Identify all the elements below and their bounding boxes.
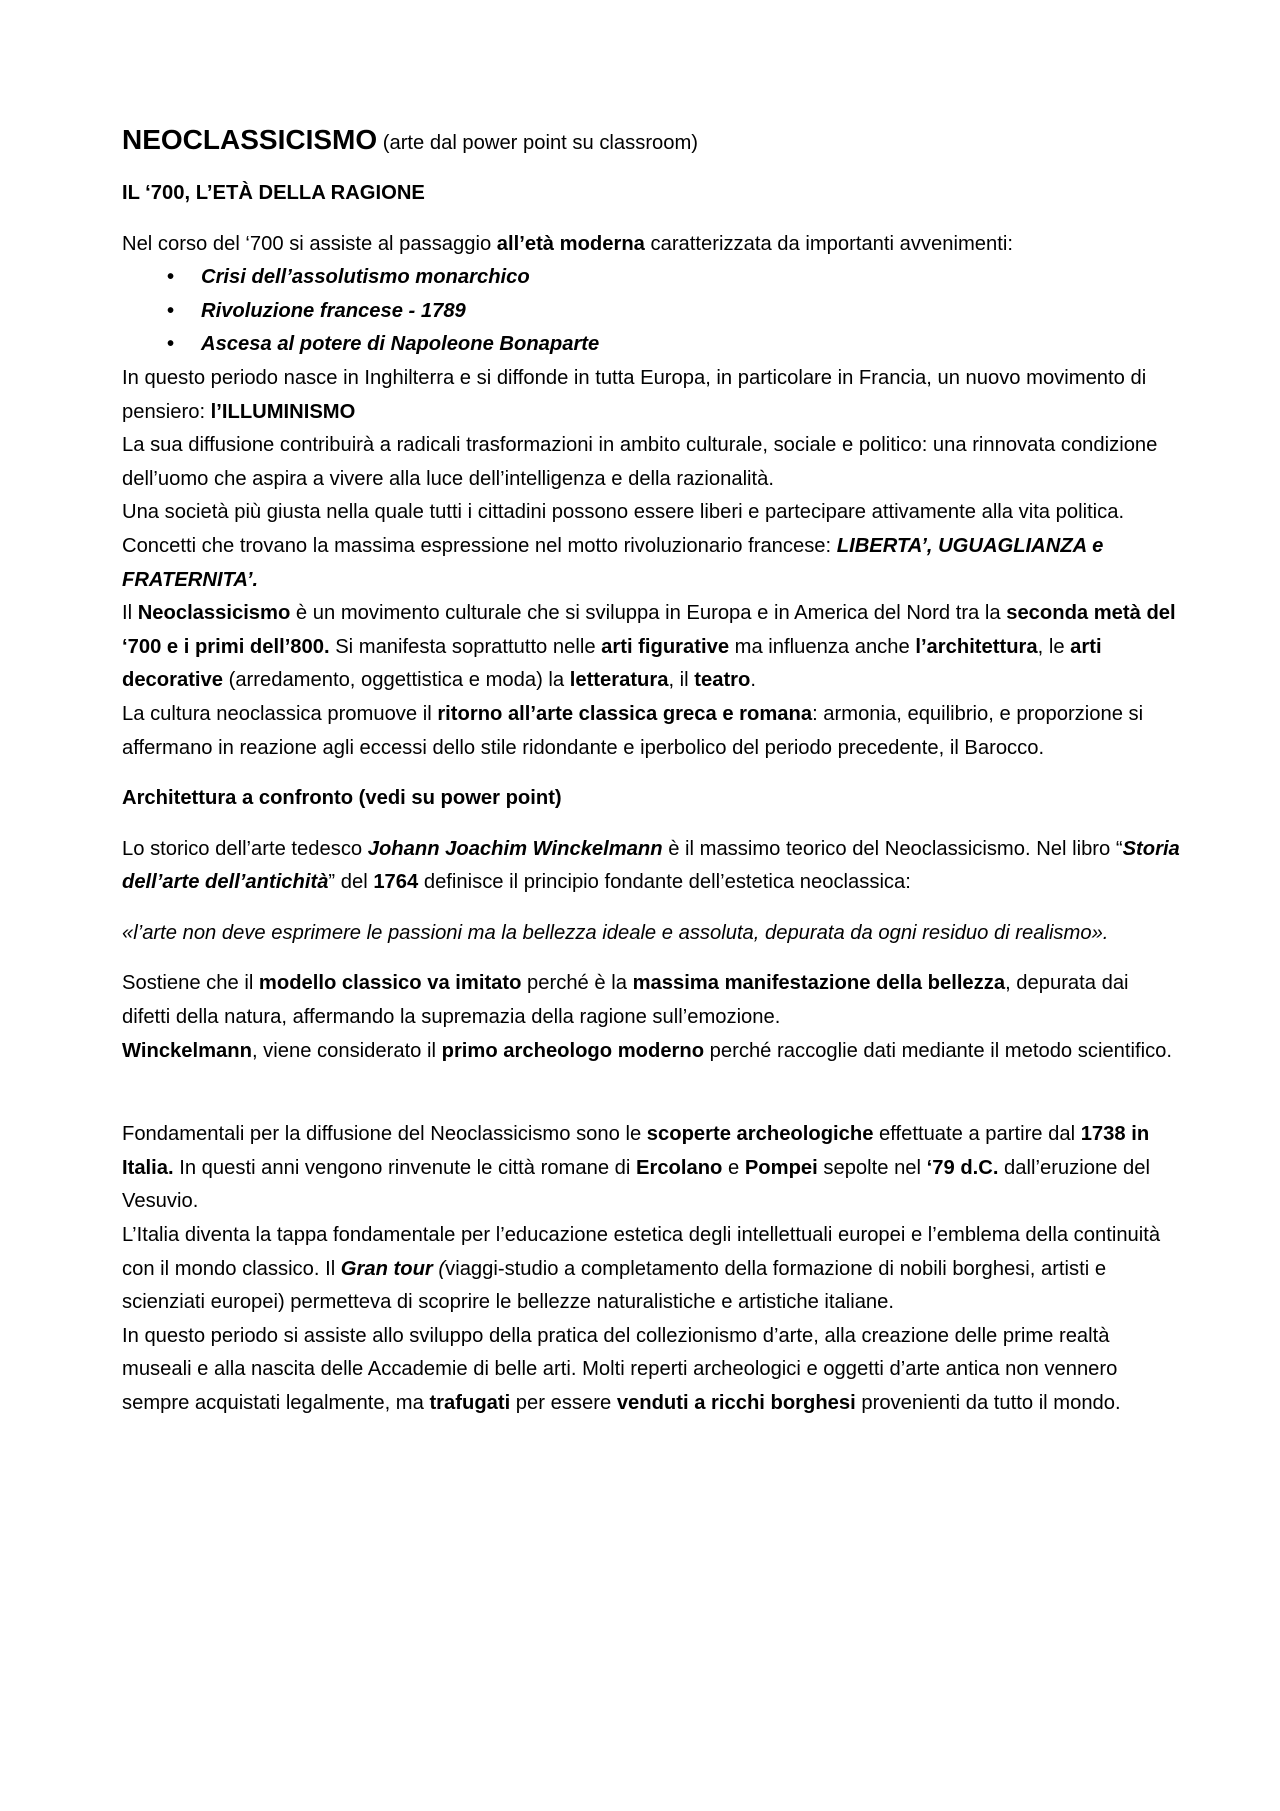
list-item: • Crisi dell’assolutismo monarchico [167,261,1182,295]
paragraph-diffusion: La sua diffusione contribuirà a radicali trasformazioni in ambito culturale, sociale e politico: una rinnovata condizione dell’uomo che aspira a vivere alla luce dell’intelligenza e della razionalità. [122,434,1158,490]
paragraph-society: Una società più giusta nella quale tutti i cittadini possono essere liberi e partecipare attivamente alla vita politica. [122,501,1125,524]
section-heading-architecture: Architettura a confronto (vedi su power point) [122,787,562,810]
events-list [122,261,1182,362]
title-subtitle: (arte dal power point su classroom) [382,132,699,154]
title-main: NEOCLASSICISMO [122,124,378,155]
bullet-icon: • [167,299,175,322]
list-item: • Rivoluzione francese - 1789 [167,295,1182,329]
paragraph-discoveries: Fondamentali per la diffusione del Neoclassicismo sono le scoperte archeologiche effettuate a partire dal 1738 in Italia. In questi anni vengono rinvenute le città romane di Ercolano e Pompei sepolte nel ‘79 d.C. dall’eruzione del Vesuvio. [122,1123,1150,1213]
paragraph-winckelmann: Lo storico dell’arte tedesco Johann Joachim Winckelmann è il massimo teorico del Neoclassicismo. Nel libro “Storia dell’arte dell’antichità” del 1764 definisce il principio fondante dell’estetica neoclassica: [122,837,1180,894]
paragraph-neoclassicism: Il Neoclassicismo è un movimento culturale che si sviluppa in Europa e in America del Nord tra la seconda metà del ‘700 e i primi dell’800. Si manifesta soprattutto nelle arti figurative ma influenza anche l’architettura, le arti decorative (arredamento, oggettistica e moda) la letteratura, il teatro. [122,602,1176,692]
paragraph-collecting: In questo periodo si assiste allo sviluppo della pratica del collezionismo d’arte, alla creazione delle prime realtà museali e alla nascita delle Accademie di belle arti. Molti reperti archeologici e oggetti d’arte antica non vennero sempre acquistati legalmente, ma trafugati per essere venduti a ricchi borghesi provenienti da tutto il mondo. [122,1324,1121,1414]
list-item: • Ascesa al potere di Napoleone Bonaparte [167,328,1182,362]
quote-winckelmann: «l’arte non deve esprimere le passioni ma la bellezza ideale e assoluta, depurata da ogni residuo di realismo». [122,921,1109,944]
document-title [122,120,1182,163]
document-page [122,120,1182,1421]
paragraph-classical-model: Sostiene che il modello classico va imitato perché è la massima manifestazione della bellezza, depurata dai difetti della natura, affermando la supremazia della ragione sull’emozione. [122,972,1129,1029]
paragraph-classical-return: La cultura neoclassica promuove il ritorno all’arte classica greca e romana: armonia, equilibrio, e proporzione si affermano in reazione agli eccessi dello stile ridondante e iperbolico del periodo precedente, il Barocco. [122,702,1144,759]
paragraph-archeologist: Winckelmann, viene considerato il primo archeologo moderno perché raccoglie dati mediante il metodo scientifico. [122,1039,1172,1062]
paragraph-motto: Concetti che trovano la massima espressione nel motto rivoluzionario francese: LIBERTA’, UGUAGLIANZA e FRATERNITA’. [122,534,1104,591]
intro-paragraph: Nel corso del ‘700 si assiste al passaggio all’età moderna caratterizzata da importanti avvenimenti: [122,232,1013,255]
paragraph-gran-tour: L’Italia diventa la tappa fondamentale per l’educazione estetica degli intellettuali europei e l’emblema della continuità con il mondo classico. Il Gran tour (viaggi-studio a completamento della formazione di nobili borghesi, artisti e scienziati europei) permetteva di scoprire le bellezze naturalistiche e artistiche italiane. [122,1224,1161,1314]
bullet-icon: • [167,333,175,356]
paragraph-illuminismo: In questo periodo nasce in Inghilterra e si diffonde in tutta Europa, in particolare in Francia, un nuovo movimento di pensiero: l’ILLUMINISMO [122,366,1147,423]
section-heading-age-of-reason: IL ‘700, L’ETÀ DELLA RAGIONE [122,182,425,204]
bullet-icon: • [167,266,175,289]
